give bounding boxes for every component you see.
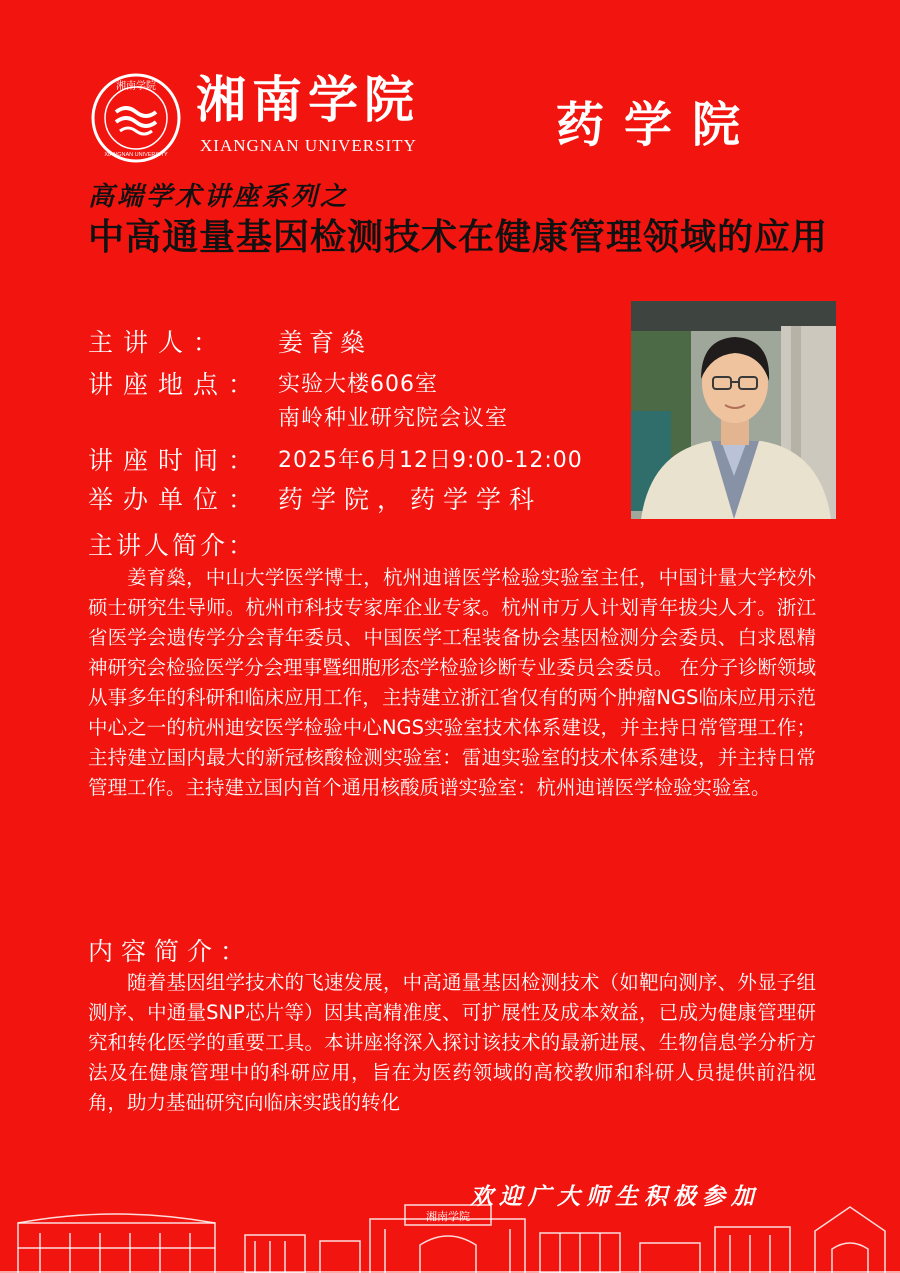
host-row	[88, 483, 543, 517]
host-unit: 药学院，药学学科	[278, 485, 543, 514]
time-label: 讲座时间：	[88, 446, 264, 475]
bio-heading: 主讲人简介：	[88, 531, 257, 560]
lecture-series: 高端学术讲座系列之	[88, 182, 350, 212]
speaker-row	[88, 326, 372, 360]
intro-text: 随着基因组学技术的飞速发展，中高通量基因检测技术（如靶向测序、外显子组测序、中通量SNP芯片等）因其高精准度、可扩展性及成本效益，已成为健康管理研究和转化医学的重要工具。本讲座将深入探讨该技术的最新进展、生物信息学分析方法及在健康管理中的科研应用，旨在为医药领域的高校教师和科研人员提供前沿视角，助力基础研究向临床实践的转化	[88, 971, 816, 1114]
speaker-name: 姜育燊	[278, 328, 372, 357]
campus-skyline-decoration	[0, 1193, 900, 1273]
bio-text: 姜育燊，中山大学医学博士，杭州迪谱医学检验实验室主任，中国计量大学校外硕士研究生导师。杭州市科技专家库企业专家。杭州市万人计划青年拔尖人才。浙江省医学会遗传学分会青年委员、中国医学工程装备协会基因检测分会委员、白求恩精神研究会检验医学分会理事暨细胞形态学检验诊断专业委员会委员。 在分子诊断领域从事多年的科研和临床应用工作，主持建立浙江省仅有的两个肿瘤NGS临床应用示范中心之一的杭州迪安医学检验中心NGS实验室技术体系建设，并主持日常管理工作；主持建立国内最大的新冠核酸检测实验室：雷迪实验室的技术体系建设，并主持日常管理工作。主持建立国内首个通用核酸质谱实验室：杭州迪谱医学检验实验室。	[88, 566, 816, 799]
lecture-title: 中高通量基因检测技术在健康管理领域的应用	[88, 217, 829, 258]
venue-row	[88, 368, 438, 402]
svg-text:XIANGNAN UNIVERSITY: XIANGNAN UNIVERSITY	[104, 152, 168, 158]
svg-text:湘南学院: 湘南学院	[426, 1210, 470, 1223]
university-logo	[90, 72, 182, 164]
speaker-photo	[631, 301, 836, 519]
lecture-time: 2025年6月12日9:00-12:00	[278, 448, 583, 473]
venue-line1: 实验大楼606室	[278, 372, 438, 397]
welcome-slogan: 欢迎广大师生积极参加	[470, 1183, 760, 1210]
university-name-cn: 湘南学院	[196, 70, 420, 129]
venue-row-2	[88, 402, 509, 436]
host-label: 举办单位：	[88, 485, 264, 514]
svg-text:湘南学院: 湘南学院	[116, 81, 156, 92]
university-name-en: XIANGNAN UNIVERSITY	[200, 136, 417, 155]
speaker-label: 主讲人：	[88, 328, 229, 357]
time-row	[88, 444, 583, 478]
venue-line2: 南岭种业研究院会议室	[278, 406, 509, 431]
venue-label: 讲座地点：	[88, 370, 264, 399]
intro-heading: 内容简介：	[88, 937, 254, 966]
department-name: 药学院	[556, 97, 761, 153]
